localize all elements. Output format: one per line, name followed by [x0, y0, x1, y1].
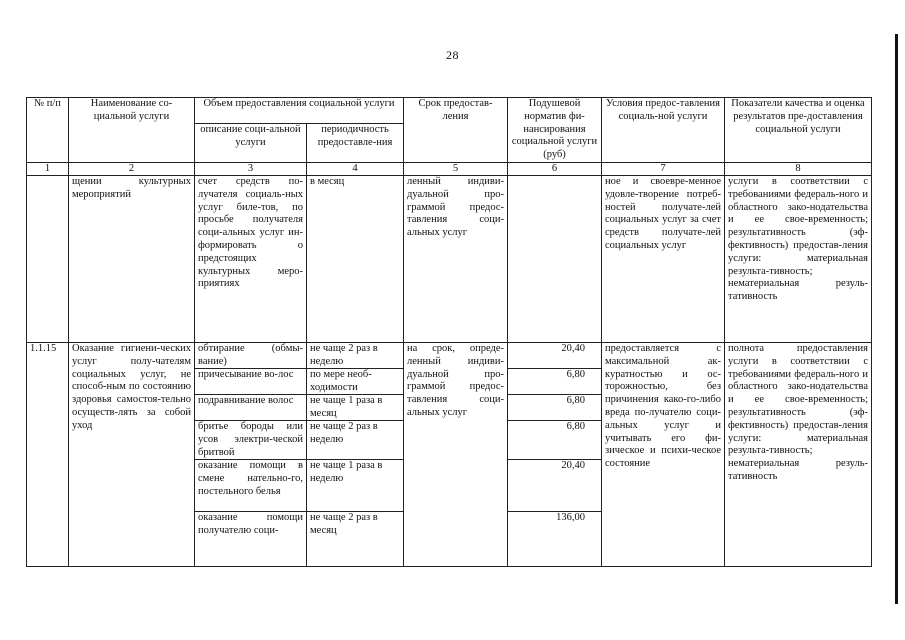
sub-service-norm: 6,80 [508, 369, 601, 395]
header-description: описание соци-альной услуги [195, 124, 307, 163]
column-number: 4 [307, 163, 404, 176]
service-name: Оказание гигиени-ческих услуг полу-чателям социальных услуг, не способ-ным по состоянию здоровья самостоя-тельно осуществ-лять за собой уход [69, 343, 195, 567]
service-conditions: ное и своевре-менное удовле-творение потреб-ностей получате-лей социальных услуг за счет средств получате-лей социальных услуг [602, 176, 725, 343]
header-quality: Показатели качества и оценка результатов пре-доставления социальной услуги [725, 98, 872, 163]
sub-service-norm: 6,80 [508, 395, 601, 421]
sub-service-description: обтирание (обмы-вание) [195, 343, 306, 369]
social-services-table [26, 97, 872, 567]
description-list [195, 343, 307, 567]
sub-service-description: подравнивание волос [195, 395, 306, 421]
sub-service-norm: 20,40 [508, 460, 601, 512]
sub-service-periodicity: не чаще 1 раза в месяц [307, 395, 403, 421]
column-number: 5 [404, 163, 508, 176]
column-number-row [27, 163, 872, 176]
sub-service-norm: 136,00 [556, 512, 585, 523]
header-number: № п/п [27, 98, 69, 163]
sub-service-norm: 6,80 [508, 421, 601, 460]
row-number: 1.1.15 [27, 343, 69, 567]
service-term: на срок, опреде-ленный индиви-дуальной про-граммой предос-тавления соци-альных услуг [404, 343, 508, 567]
page-number: 28 [446, 48, 459, 62]
periodicity-list [307, 343, 404, 567]
service-conditions: предоставляется с максимальной ак-куратностью и ос-торожностью, без причинения како-го-либо вреда по-лучателю соци-альных услуг и учитывать его фи-зическое и психи-ческое состояние [602, 343, 725, 567]
service-term: ленный индиви-дуальной про-граммой предос-тавления соци-альных услуг [404, 176, 508, 343]
column-number: 6 [508, 163, 602, 176]
row-number [27, 176, 69, 343]
sub-service-periodicity: по мере необ-ходимости [307, 369, 403, 395]
table-row-1-1-15 [27, 343, 872, 567]
service-periodicity: в месяц [307, 176, 404, 343]
header-conditions: Условия предос-тавления социаль-ной услуги [602, 98, 725, 163]
sub-service-description: причесывание во-лос [195, 369, 306, 395]
norm-list [508, 343, 602, 567]
header-row [27, 98, 872, 124]
column-number: 2 [69, 163, 195, 176]
service-norm [508, 176, 602, 343]
sub-service-description: оказание помощи в смене нательно-го, постельного белья [195, 460, 306, 512]
sub-service-periodicity: не чаще 2 раз в неделю [307, 343, 403, 369]
header-periodicity: периодичность предоставле-ния [307, 124, 404, 163]
service-description: счет средств по-лучателя социаль-ных услуг биле-тов, по просьбе получателя соци-альных услуг ин-формировать о предстоящих культурных меро-приятиях [195, 176, 307, 343]
service-quality: услуги в соответствии с требованиями федераль-ного и областного зако-нодательства и ее свое-временность; результативность (эф-фективность) предостав-ления услуги: материальная результа-тивность; нематериальная резуль-тативность [725, 176, 872, 343]
column-number: 1 [27, 163, 69, 176]
sub-service-periodicity: не чаще 2 раз в месяц [310, 512, 378, 536]
column-number: 8 [725, 163, 872, 176]
margin-rule [895, 34, 898, 604]
header-service-name: Наименование со-циальной услуги [69, 98, 195, 163]
sub-service-norm: 20,40 [508, 343, 601, 369]
header-term: Срок предостав-ления [404, 98, 508, 163]
header-norm: Подушевой норматив фи-нансирования социальной услуги (руб) [508, 98, 602, 163]
service-quality: полнота предоставления услуги в соответствии с требованиями федераль-ного и областного зако-нодательства и ее свое-временность; результативность (эф-фективность) предостав-ления услуги: материальная результа-тивность; нематериальная резуль-тативность [725, 343, 872, 567]
service-name: щении культурных мероприятий [69, 176, 195, 343]
table-row-continued [27, 176, 872, 343]
column-number: 7 [602, 163, 725, 176]
header-volume-group: Объем предоставления социальной услуги [195, 98, 404, 124]
sub-service-description: оказание помощи получателю соци- [198, 512, 303, 536]
sub-service-description: бритье бороды или усов электри-ческой бритвой [195, 421, 306, 460]
column-number: 3 [195, 163, 307, 176]
sub-service-periodicity: не чаще 1 раза в неделю [307, 460, 403, 512]
sub-service-periodicity: не чаще 2 раз в неделю [307, 421, 403, 460]
